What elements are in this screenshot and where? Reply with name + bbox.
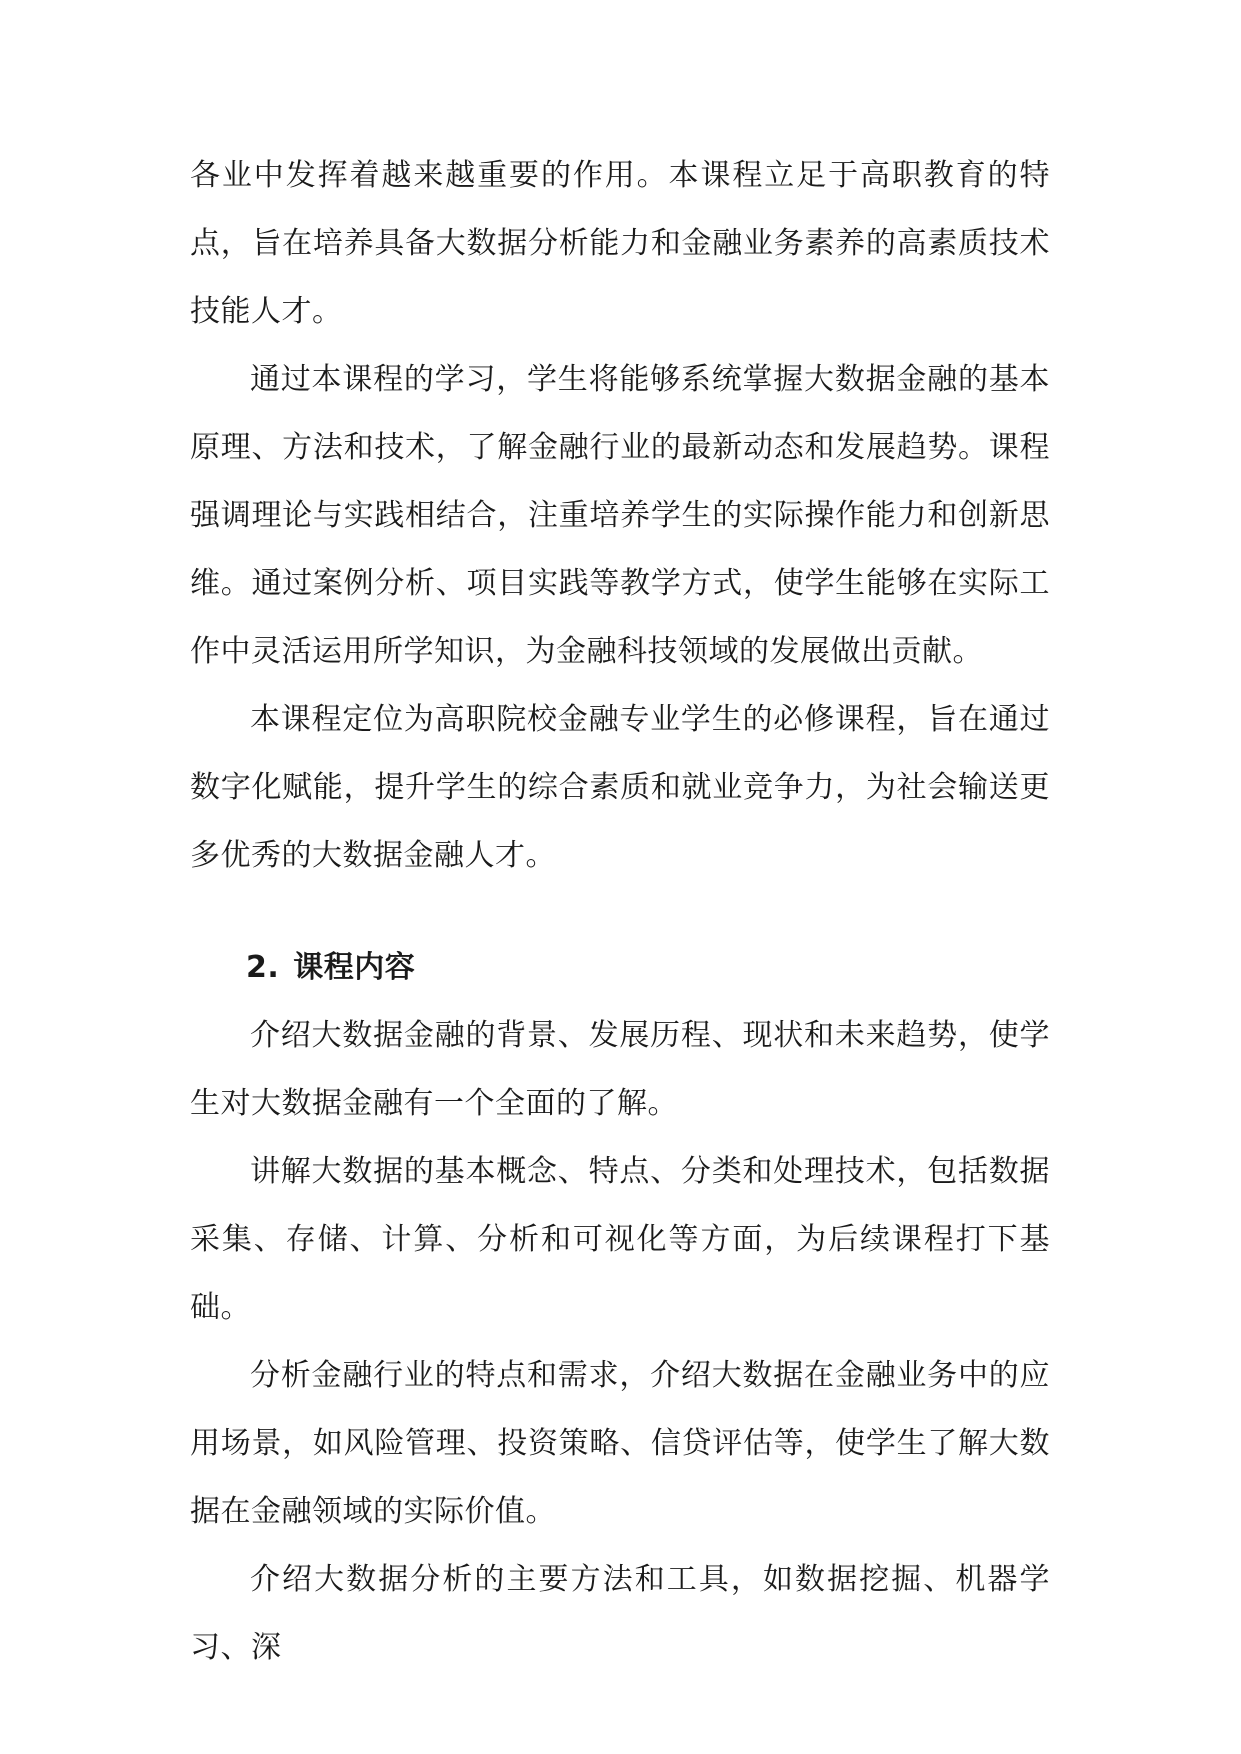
section-title: 课程内容 (293, 950, 416, 985)
paragraph-finance-applications: 分析金融行业的特点和需求，介绍大数据在金融业务中的应用场景，如风险管理、投资策略、信贷评估等，使学生了解大数据在金融领域的实际价值。 (190, 1358, 1050, 1529)
paragraph-learning-outcomes: 通过本课程的学习，学生将能够系统掌握大数据金融的基本原理、方法和技术，了解金融行业的最新动态和发展趋势。课程强调理论与实践相结合，注重培养学生的实际操作能力和创新思维。通过案例分析、项目实践等教学方式，使学生能够在实际工作中灵活运用所学知识，为金融科技领域的发展做出贡献。 (190, 362, 1050, 669)
paragraph-continued: 各业中发挥着越来越重要的作用。本课程立足于高职教育的特点，旨在培养具备大数据分析能力和金融业务素养的高素质技术技能人才。 (190, 158, 1050, 329)
paragraph-big-data-basics: 讲解大数据的基本概念、特点、分类和处理技术，包括数据采集、存储、计算、分析和可视化等方面，为后续课程打下基础。 (190, 1154, 1050, 1325)
document-page (190, 142, 1050, 1682)
paragraph-course-positioning: 本课程定位为高职院校金融专业学生的必修课程，旨在通过数字化赋能，提升学生的综合素质和就业竞争力，为社会输送更多优秀的大数据金融人才。 (190, 702, 1050, 873)
section-heading-course-content (190, 934, 1050, 1002)
section-number: 2. (246, 950, 280, 985)
paragraph-intro-background: 介绍大数据金融的背景、发展历程、现状和未来趋势，使学生对大数据金融有一个全面的了解。 (190, 1018, 1050, 1121)
paragraph-analysis-methods: 介绍大数据分析的主要方法和工具，如数据挖掘、机器学习、深 (190, 1562, 1050, 1665)
